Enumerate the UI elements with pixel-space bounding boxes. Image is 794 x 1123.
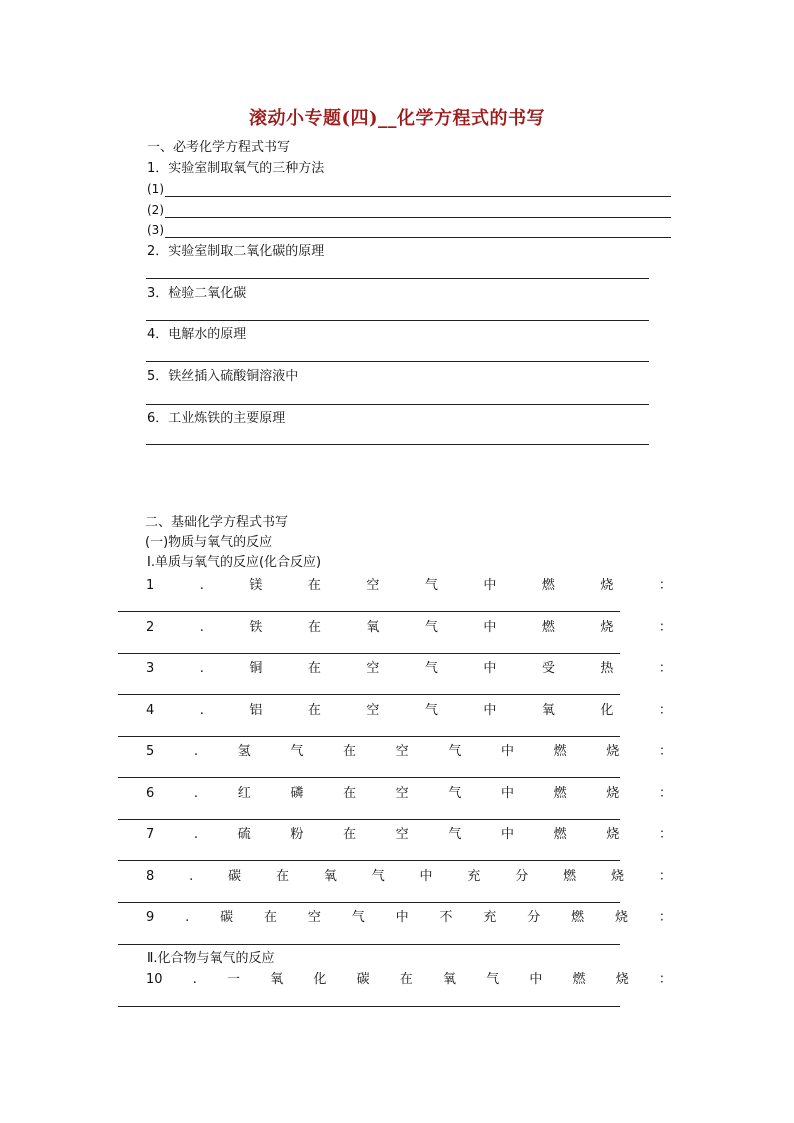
item-char: 镁 xyxy=(249,578,263,593)
item-char: 燃 xyxy=(563,869,577,884)
item-char: 烧 xyxy=(615,910,629,925)
item-char: 中 xyxy=(529,972,543,987)
item-8 xyxy=(146,869,672,885)
item-char: 空 xyxy=(395,744,409,759)
item-10 xyxy=(146,972,672,988)
section2-part2: Ⅱ.化合物与氧气的反应 xyxy=(147,951,275,966)
item-char: 9 xyxy=(146,910,155,925)
answer-line-item-6[interactable] xyxy=(118,819,620,820)
item-char: 热 xyxy=(600,661,614,676)
item-char: 分 xyxy=(515,869,529,884)
item-5 xyxy=(146,744,672,760)
item-char: 碳 xyxy=(220,910,234,925)
item-char: ： xyxy=(658,620,672,635)
item-1 xyxy=(146,578,672,594)
item-char: 空 xyxy=(366,661,380,676)
item-char: ： xyxy=(658,744,672,759)
item-char: 气 xyxy=(448,744,462,759)
item-char: 氧 xyxy=(541,703,555,718)
item-char: 烧 xyxy=(606,786,620,801)
item-char: 在 xyxy=(307,661,321,676)
item-char: 磷 xyxy=(290,786,304,801)
item-char: 在 xyxy=(343,786,357,801)
item-char: . xyxy=(199,578,204,593)
item-char: 充 xyxy=(483,910,497,925)
item-char: 中 xyxy=(500,786,514,801)
item-char: 气 xyxy=(424,578,438,593)
item-char: 在 xyxy=(343,744,357,759)
section2-part1: Ⅰ.单质与氧气的反应(化合反应) xyxy=(147,555,322,570)
item-char: 烧 xyxy=(615,972,629,987)
underline xyxy=(165,237,671,238)
item-char: ： xyxy=(658,910,672,925)
question-4: 4．电解水的原理 xyxy=(147,327,247,342)
item-char: 化 xyxy=(600,703,614,718)
answer-line-1-2[interactable] xyxy=(147,203,671,219)
item-char: 充 xyxy=(467,869,481,884)
item-4 xyxy=(146,703,672,719)
item-9 xyxy=(146,910,672,926)
item-char: . xyxy=(199,661,204,676)
item-char: 2 xyxy=(146,620,155,635)
item-char: 烧 xyxy=(600,620,614,635)
item-char: 铜 xyxy=(249,661,263,676)
item-char: 气 xyxy=(424,661,438,676)
item-char: . xyxy=(193,827,199,842)
item-char: 空 xyxy=(366,703,380,718)
item-char: 在 xyxy=(399,972,413,987)
underline xyxy=(165,196,671,197)
answer-line-3[interactable] xyxy=(146,320,649,321)
item-char: 5 xyxy=(146,744,155,759)
item-char: 在 xyxy=(307,578,321,593)
item-char: ： xyxy=(658,661,672,676)
question-6: 6．工业炼铁的主要原理 xyxy=(147,411,286,426)
item-char: 燃 xyxy=(541,578,555,593)
answer-line-item-2[interactable] xyxy=(118,653,620,654)
item-char: 受 xyxy=(541,661,555,676)
item-char: ： xyxy=(658,972,672,987)
answer-line-item-3[interactable] xyxy=(118,694,620,695)
item-char: 3 xyxy=(146,661,155,676)
item-char: 烧 xyxy=(606,744,620,759)
item-char: 6 xyxy=(146,786,155,801)
item-char: 不 xyxy=(439,910,453,925)
item-char: ： xyxy=(658,578,672,593)
item-char: 气 xyxy=(486,972,500,987)
item-char: 10 xyxy=(146,972,163,987)
item-char: ： xyxy=(658,703,672,718)
item-char: ： xyxy=(658,869,672,884)
answer-line-1-1[interactable] xyxy=(147,182,671,198)
answer-line-1-3[interactable] xyxy=(147,223,671,239)
item-char: 气 xyxy=(290,744,304,759)
item-char: 中 xyxy=(395,910,409,925)
section1-heading: 一、必考化学方程式书写 xyxy=(147,140,291,155)
item-char: 中 xyxy=(483,661,497,676)
item-char: 分 xyxy=(527,910,541,925)
item-char: 在 xyxy=(264,910,278,925)
item-char: 1 xyxy=(146,578,155,593)
item-char: 中 xyxy=(483,703,497,718)
question-3: 3．检验二氧化碳 xyxy=(147,286,247,301)
item-char: 烧 xyxy=(600,578,614,593)
item-char: . xyxy=(192,972,197,987)
item-char: 气 xyxy=(351,910,365,925)
item-char: 4 xyxy=(146,703,155,718)
item-char: 空 xyxy=(395,786,409,801)
item-char: 空 xyxy=(395,827,409,842)
item-7 xyxy=(146,827,672,843)
answer-line-item-1[interactable] xyxy=(118,611,620,612)
item-char: . xyxy=(185,910,190,925)
sub-label: (3) xyxy=(147,223,164,237)
item-char: 中 xyxy=(483,578,497,593)
item-char: . xyxy=(199,703,204,718)
item-char: 中 xyxy=(500,827,514,842)
item-2 xyxy=(146,620,672,636)
item-char: 氢 xyxy=(237,744,251,759)
question-1: 1．实验室制取氧气的三种方法 xyxy=(147,161,325,176)
answer-line-4[interactable] xyxy=(146,361,649,362)
item-char: 7 xyxy=(146,827,155,842)
item-char: 粉 xyxy=(290,827,304,842)
item-char: 空 xyxy=(366,578,380,593)
item-char: ： xyxy=(658,827,672,842)
item-char: 烧 xyxy=(610,869,624,884)
item-char: 化 xyxy=(313,972,327,987)
item-char: 燃 xyxy=(553,827,567,842)
item-char: . xyxy=(193,786,199,801)
item-3 xyxy=(146,661,672,677)
item-char: 铁 xyxy=(249,620,263,635)
answer-line-item-9[interactable] xyxy=(118,944,620,945)
item-char: 氧 xyxy=(366,620,380,635)
item-char: 烧 xyxy=(606,827,620,842)
item-char: 气 xyxy=(371,869,385,884)
item-char: . xyxy=(199,620,204,635)
item-char: 中 xyxy=(419,869,433,884)
sub-label: (2) xyxy=(147,203,164,217)
item-char: 硫 xyxy=(237,827,251,842)
section2-sub1: (一)物质与氧气的反应 xyxy=(145,535,273,550)
sub-label: (1) xyxy=(147,182,164,196)
item-char: 在 xyxy=(343,827,357,842)
item-char: 气 xyxy=(424,620,438,635)
answer-line-item-10[interactable] xyxy=(118,1006,620,1007)
item-char: 气 xyxy=(448,786,462,801)
item-char: 气 xyxy=(448,827,462,842)
answer-line-item-5[interactable] xyxy=(118,777,620,778)
item-char: 氧 xyxy=(270,972,284,987)
item-char: 气 xyxy=(424,703,438,718)
item-char: 中 xyxy=(500,744,514,759)
item-6 xyxy=(146,786,672,802)
item-char: 中 xyxy=(483,620,497,635)
item-char: 在 xyxy=(307,703,321,718)
item-char: ： xyxy=(658,786,672,801)
item-char: 空 xyxy=(307,910,321,925)
item-char: 氧 xyxy=(323,869,337,884)
item-char: 燃 xyxy=(541,620,555,635)
answer-line-6[interactable] xyxy=(146,444,649,445)
item-char: 碳 xyxy=(228,869,242,884)
question-5: 5．铁丝插入硫酸铜溶液中 xyxy=(147,369,299,384)
item-char: 燃 xyxy=(572,972,586,987)
item-char: 氧 xyxy=(442,972,456,987)
item-char: 在 xyxy=(307,620,321,635)
item-char: 8 xyxy=(146,869,155,884)
item-char: . xyxy=(193,744,199,759)
item-char: 铝 xyxy=(249,703,263,718)
item-char: 在 xyxy=(275,869,289,884)
item-char: 燃 xyxy=(553,786,567,801)
item-char: 红 xyxy=(237,786,251,801)
answer-line-item-4[interactable] xyxy=(118,736,620,737)
item-char: 碳 xyxy=(356,972,370,987)
answer-line-item-7[interactable] xyxy=(118,860,620,861)
section2-heading: 二、基础化学方程式书写 xyxy=(145,515,289,530)
page-title: 滚动小专题(四)__化学方程式的书写 xyxy=(248,108,546,129)
item-char: 燃 xyxy=(571,910,585,925)
answer-line-item-8[interactable] xyxy=(118,902,620,903)
item-char: 一 xyxy=(227,972,241,987)
answer-line-5[interactable] xyxy=(146,404,649,405)
item-char: . xyxy=(189,869,194,884)
question-2: 2．实验室制取二氧化碳的原理 xyxy=(147,244,325,259)
underline xyxy=(165,217,671,218)
answer-line-2[interactable] xyxy=(146,278,649,279)
item-char: 燃 xyxy=(553,744,567,759)
